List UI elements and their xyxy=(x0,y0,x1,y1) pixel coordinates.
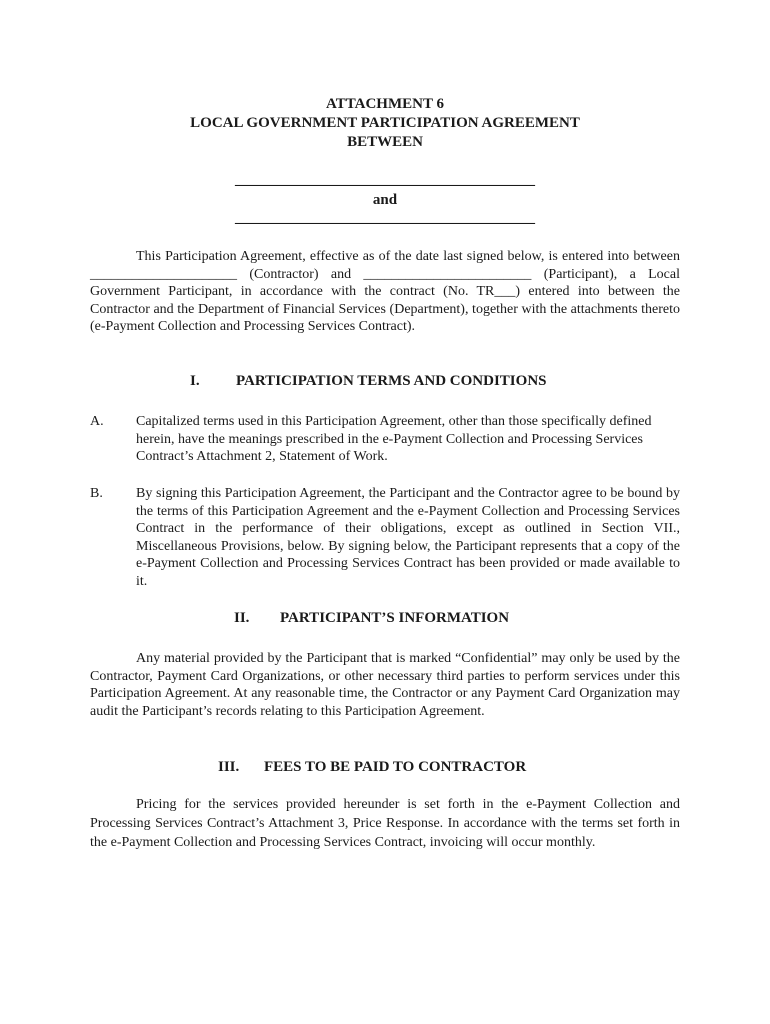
section-3-number: III. xyxy=(218,759,240,775)
section-1-number: I. xyxy=(190,373,200,389)
section-1-heading: PARTICIPATION TERMS AND CONDITIONS xyxy=(236,373,547,389)
section-2-paragraph: Any material provided by the Participant that is marked “Confidential” may only be used by the Contractor, Payment Card Organizations, or other necessary third parties to perform services under this Participation Agreement. At any reasonable time, the Contractor or any Payment Card Organization may audit the Participant’s records relating to this Participation Agreement. xyxy=(90,651,680,719)
item-b-text: By signing this Participation Agreement, the Participant and the Contractor agree to be bound by the terms of this Participation Agreement and the e-Payment Collection and Processing Services Contract in the performance of their obligations, except as outlined in Section VII., Miscellaneous Provisions, below. By signing below, the Participant represents that a copy of the e-Payment Collection and Processing Services Contract has been provided or made available to it. xyxy=(136,486,680,589)
section-2-number: II. xyxy=(234,610,250,626)
item-a-text: Capitalized terms used in this Participation Agreement, other than those specifically defined herein, have the meanings prescribed in the e-Payment Collection and Processing Services Contract’s Attachment 2, Statement of Work. xyxy=(136,414,652,465)
item-a-letter: A. xyxy=(90,414,104,429)
section-3-heading: FEES TO BE PAID TO CONTRACTOR xyxy=(264,759,527,775)
section-2-heading: PARTICIPANT’S INFORMATION xyxy=(280,610,510,626)
title-line-attachment: ATTACHMENT 6 xyxy=(326,96,444,112)
title-line-agreement: LOCAL GOVERNMENT PARTICIPATION AGREEMENT xyxy=(190,115,580,131)
party-two-blank: ________________________________________ xyxy=(235,210,535,226)
item-b-letter: B. xyxy=(90,486,103,501)
and-label: and xyxy=(372,192,398,208)
title-line-between: BETWEEN xyxy=(347,134,423,150)
party-one-blank: ________________________________________ xyxy=(235,172,535,188)
document-title xyxy=(0,95,770,152)
intro-paragraph: This Participation Agreement, effective as of the date last signed below, is entered into between _____________________ (Contractor) and ________________________ (Participant), a Local Government Participant, in accordance with the contract (No. TR___) entered into between the Contractor and the Department of Financial Services (Department), together with the attachments thereto (e-Payment Collection and Processing Services Contract). xyxy=(90,249,680,335)
section-3-paragraph: Pricing for the services provided hereunder is set forth in the e-Payment Collection and Processing Services Contract’s Attachment 3, Price Response. In accordance with the terms set forth in the e-Payment Collection and Processing Services Contract, invoicing will occur monthly. xyxy=(90,797,680,850)
